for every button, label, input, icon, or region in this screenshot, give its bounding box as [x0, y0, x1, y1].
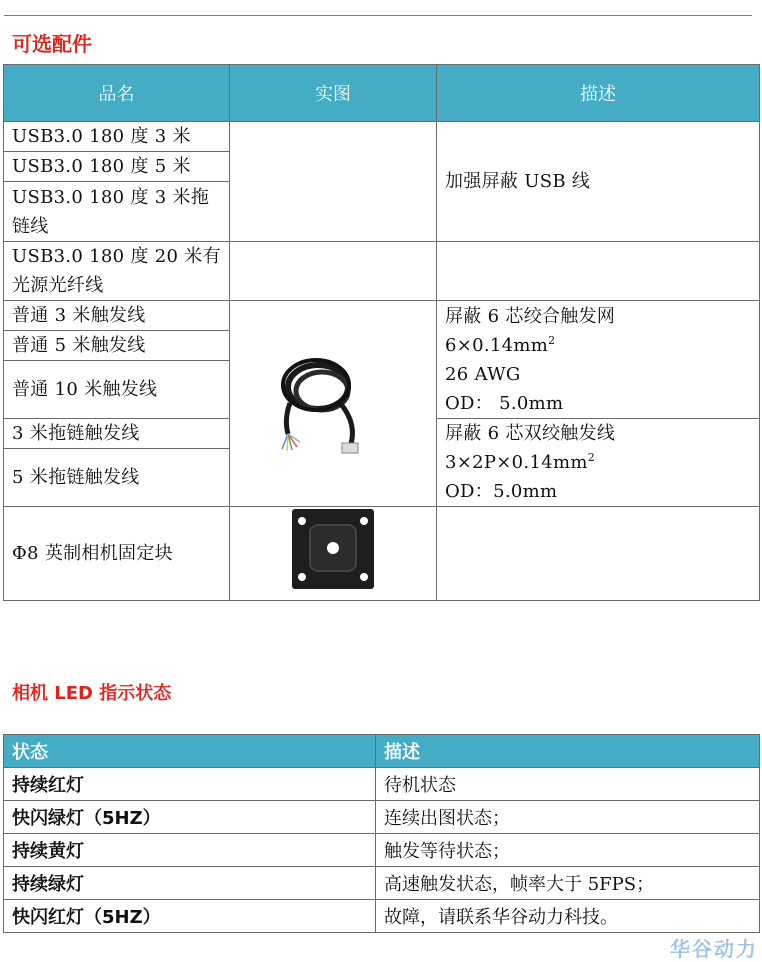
led-desc: 待机状态	[376, 768, 760, 801]
product-name-usb-5m: USB3.0 180 度 5 米	[4, 152, 230, 182]
desc-line: OD： 5.0mm	[445, 392, 564, 414]
image-cell-mount	[230, 507, 437, 601]
header-led-description: 描述	[376, 735, 760, 768]
desc-line: 26 AWG	[445, 363, 521, 385]
product-name-trigger-5m: 普通 5 米触发线	[4, 331, 230, 361]
table-row	[4, 122, 760, 152]
led-desc: 故障，请联系华谷动力科技。	[376, 900, 760, 933]
section-title-led: 相机 LED 指示状态	[12, 683, 172, 704]
coiled-trigger-cable-icon	[278, 339, 388, 459]
led-status-table	[3, 734, 760, 933]
product-name-trigger-drag-3m: 3 米拖链触发线	[4, 419, 230, 449]
desc-trigger-standard	[437, 301, 760, 419]
table-row	[4, 507, 760, 601]
table-row	[4, 834, 760, 867]
header-product-name: 品名	[4, 65, 230, 122]
led-desc: 高速触发状态，帧率大于 5FPS；	[376, 867, 760, 900]
camera-mount-plate-icon	[290, 507, 376, 591]
desc-fiber	[437, 242, 760, 301]
table-row	[4, 801, 760, 834]
accessories-table	[3, 64, 760, 601]
table-row	[4, 867, 760, 900]
desc-line: 屏蔽 6 芯双绞触发线	[445, 423, 616, 444]
led-state: 快闪绿灯（5HZ）	[4, 801, 376, 834]
product-name-usb-3m-drag: USB3.0 180 度 3 米拖链线	[4, 182, 230, 242]
product-name-fiber: USB3.0 180 度 20 米有光源光纤线	[4, 242, 230, 301]
table-row	[4, 242, 760, 301]
section-title-accessories: 可选配件	[12, 32, 92, 56]
product-name-trigger-10m: 普通 10 米触发线	[4, 361, 230, 419]
led-state: 快闪红灯（5HZ）	[4, 900, 376, 933]
table-row	[4, 900, 760, 933]
header-image: 实图	[230, 65, 437, 122]
desc-line: $6\times 0.14mm^2$	[445, 333, 556, 356]
led-state: 持续红灯	[4, 768, 376, 801]
image-cell-usb	[230, 122, 437, 242]
image-cell-cable	[230, 301, 437, 507]
header-description: 描述	[437, 65, 760, 122]
product-name-trigger-3m: 普通 3 米触发线	[4, 301, 230, 331]
desc-line: $3\times 2P\times 0.14mm^2$	[445, 451, 596, 473]
product-name-trigger-drag-5m: 5 米拖链触发线	[4, 449, 230, 507]
desc-line: 屏蔽 6 芯绞合触发网	[445, 305, 616, 327]
table-row	[4, 768, 760, 801]
accessories-header-row	[4, 65, 760, 122]
desc-line: OD：5.0mm	[445, 481, 558, 502]
led-state: 持续绿灯	[4, 867, 376, 900]
image-cell-fiber	[230, 242, 437, 301]
led-header-row	[4, 735, 760, 768]
watermark-logo: 华谷动力	[670, 937, 758, 961]
product-name-mount: Φ8 英制相机固定块	[4, 507, 230, 601]
product-name-usb-3m: USB3.0 180 度 3 米	[4, 122, 230, 152]
desc-mount	[437, 507, 760, 601]
table-row	[4, 301, 760, 331]
desc-trigger-drag	[437, 419, 760, 507]
led-desc: 触发等待状态；	[376, 834, 760, 867]
led-desc: 连续出图状态；	[376, 801, 760, 834]
header-state: 状态	[4, 735, 376, 768]
desc-usb: 加强屏蔽 USB 线	[437, 122, 760, 242]
top-divider	[4, 15, 752, 16]
led-state: 持续黄灯	[4, 834, 376, 867]
